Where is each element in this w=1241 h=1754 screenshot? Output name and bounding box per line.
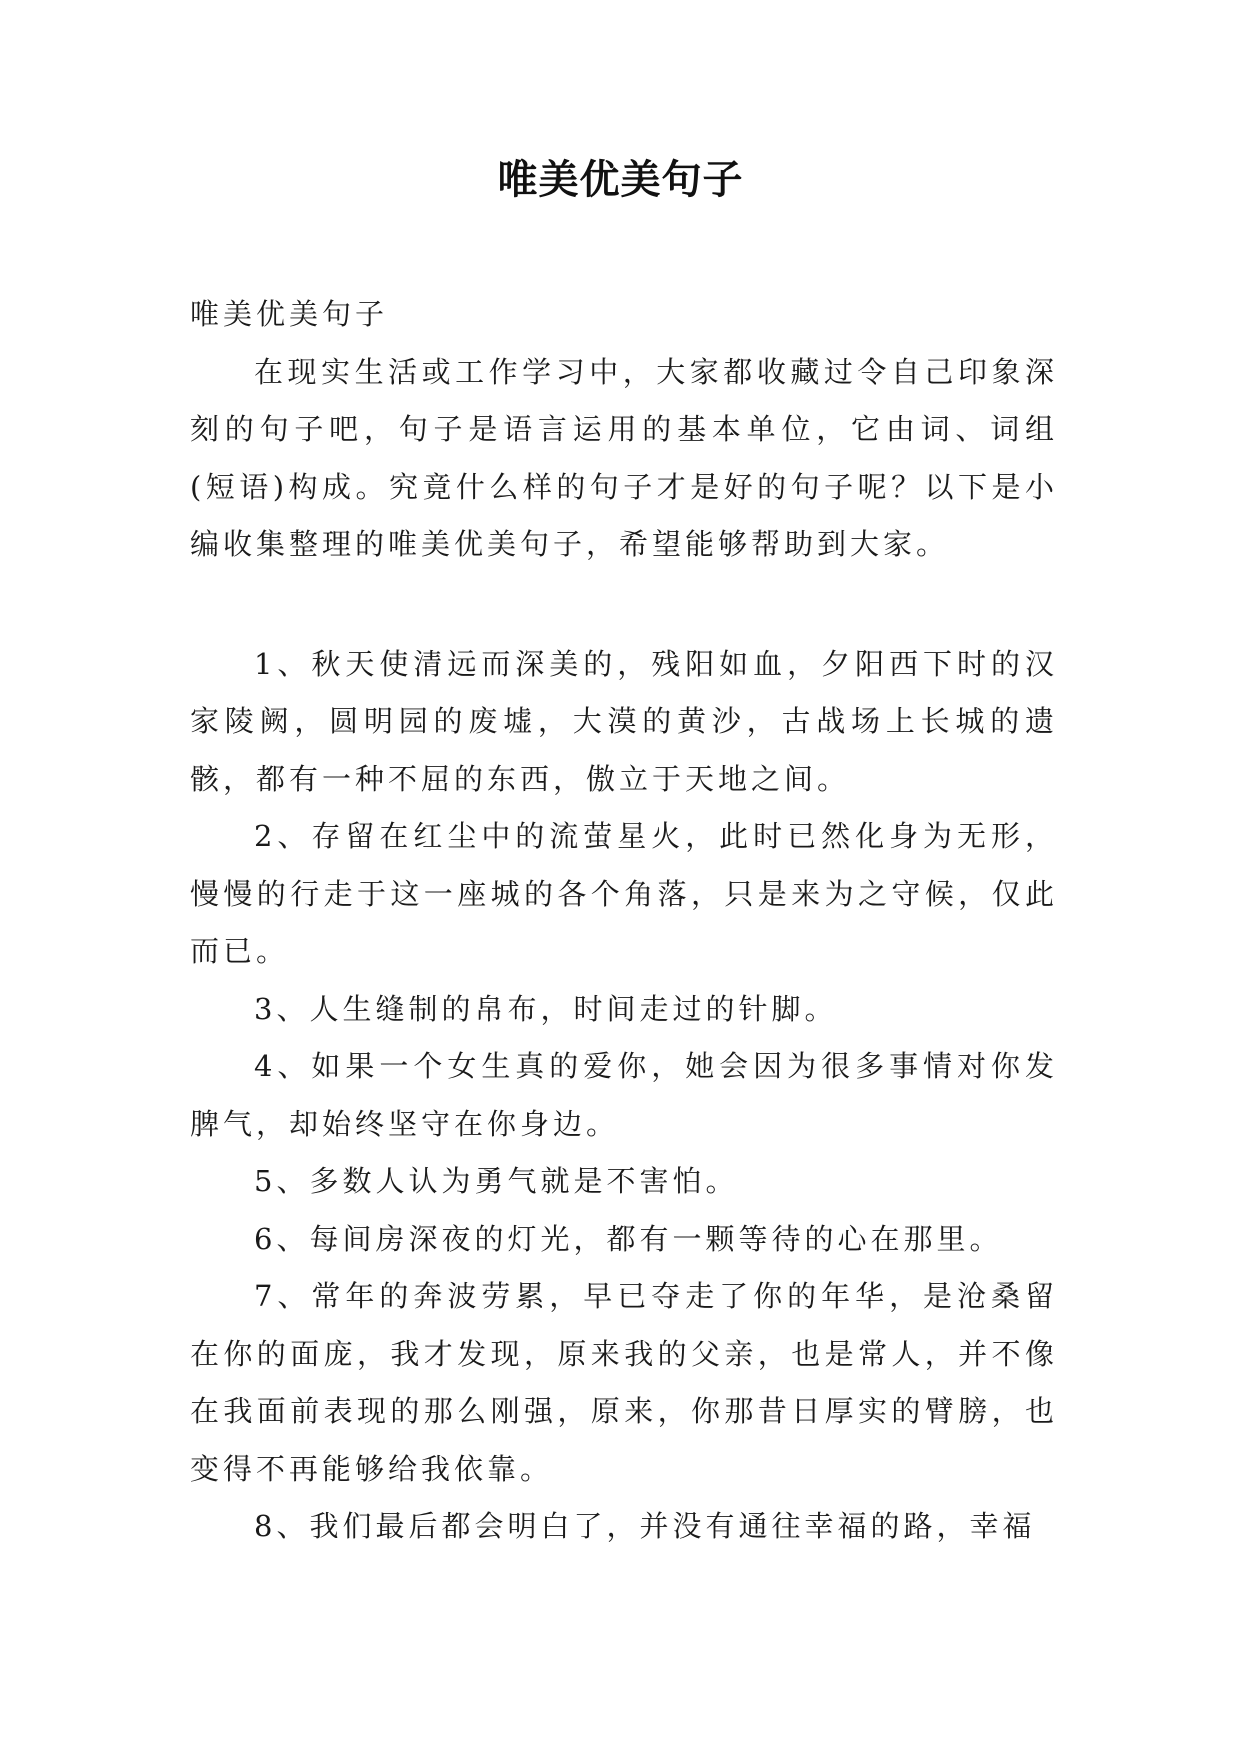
sentence-item-5: 5、多数人认为勇气就是不害怕。 — [254, 1164, 739, 1198]
sentence-item-3: 3、人生缝制的帛布，时间走过的针脚。 — [254, 991, 838, 1026]
document-subtitle: 唯美优美句子 — [190, 297, 389, 331]
document-title: 唯美优美句子 — [497, 157, 744, 203]
sentence-item-1: 1、秋天使清远而深美的，残阳如血，夕阳西下时的汉家陵阙，圆明园的废墟，大漠的黄沙，古战场上长城的遗骸，都有一种不屈的东西，傲立于天地之间。 — [190, 646, 1058, 796]
intro-paragraph: 在现实生活或工作学习中，大家都收藏过令自己印象深刻的句子吧，句子是语言运用的基本单位，它由词、词组(短语)构成。究竟什么样的句子才是好的句子呢？以下是小编收集整理的唯美优美句子，希望能够帮助到大家。 — [190, 354, 1058, 561]
sentence-item-2: 2、存留在红尘中的流萤星火，此时已然化身为无形，慢慢的行走于这一座城的各个角落，只是来为之守候，仅此而已。 — [190, 819, 1058, 968]
sentence-item-6: 6、每间房深夜的灯光，都有一颗等待的心在那里。 — [254, 1221, 1003, 1256]
sentence-item-8: 8、我们最后都会明白了，并没有通往幸福的路，幸福 — [254, 1509, 1036, 1543]
document-body — [190, 286, 1058, 1556]
sentence-item-7: 7、常年的奔波劳累，早已夺走了你的年华，是沧桑留在你的面庞，我才发现，原来我的父亲，也是常人，并不像在我面前表现的那么刚强，原来，你那昔日厚实的臂膀，也变得不再能够给我依靠。 — [190, 1279, 1058, 1486]
paragraph-spacer — [190, 574, 1058, 636]
sentence-item-4: 4、如果一个女生真的爱你，她会因为很多事情对你发脾气，却始终坚守在你身边。 — [190, 1049, 1058, 1141]
